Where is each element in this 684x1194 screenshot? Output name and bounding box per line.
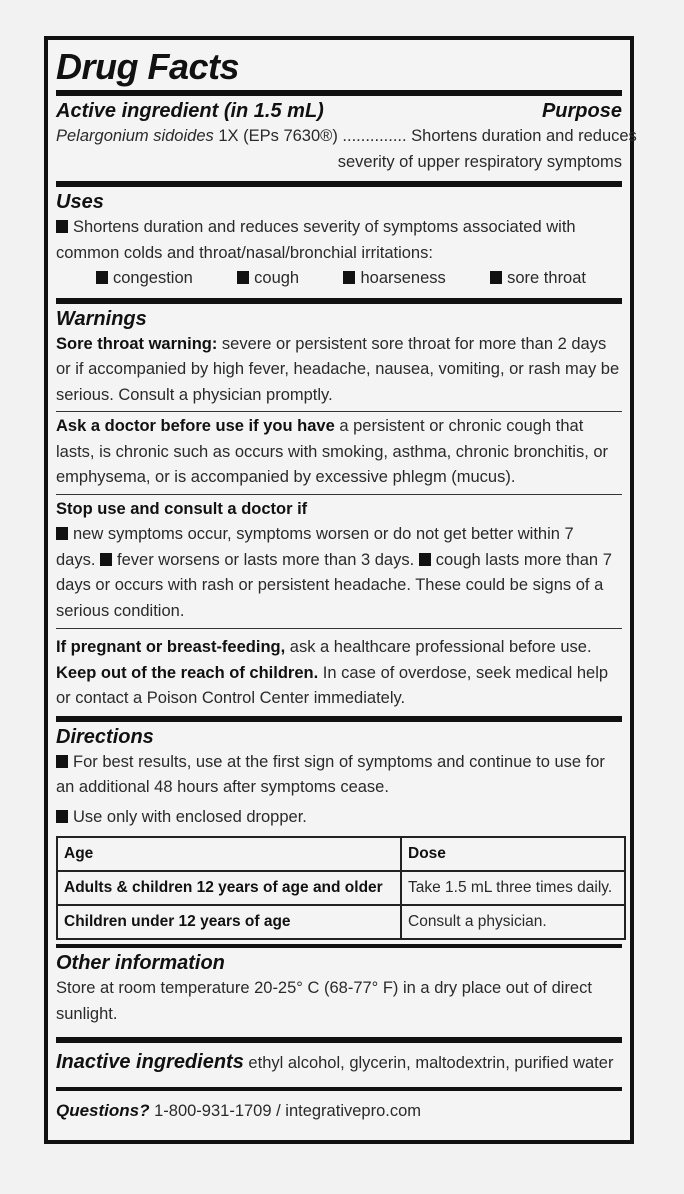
uses-section (56, 187, 622, 292)
table-row (57, 871, 625, 905)
uses-heading: Uses (56, 191, 104, 213)
questions-contact: 1-800-931-1709 / integrativepro.com (149, 1101, 422, 1120)
table-row (57, 905, 625, 939)
drug-facts-panel (44, 36, 637, 1144)
directions-section (56, 722, 622, 941)
table-cell-age: Children under 12 years of age (57, 905, 401, 939)
other-info-text: sunlight. (56, 1004, 118, 1023)
directions-text: an additional 48 hours after symptoms cease. (56, 778, 389, 796)
directions-text: Use only with enclosed dropper. (73, 807, 307, 826)
list-item: congestion (96, 266, 193, 292)
warnings-section (56, 304, 622, 409)
ask-doctor-label: Ask a doctor before use if you have (56, 417, 335, 435)
uses-text: Shortens duration and reduces severity of symptoms associated with (73, 218, 576, 236)
table-header-age: Age (57, 837, 401, 871)
questions-label: Questions? (56, 1100, 150, 1120)
sore-throat-text: severe or persistent sore throat for more than 2 days (217, 334, 607, 353)
table-header-row (57, 837, 625, 871)
uses-list (56, 266, 622, 292)
bullet-square-icon (237, 271, 249, 284)
bullet-square-icon (419, 553, 431, 566)
stop-use-text: serious condition. (56, 601, 185, 620)
keep-out-label: Keep out of the reach of children. (56, 663, 319, 682)
table-cell-age: Adults & children 12 years of age and older (57, 871, 401, 905)
questions-section (56, 1091, 622, 1125)
keep-out-text: or contact a Poison Control Center immediately. (56, 689, 406, 707)
stop-use-text: new symptoms occur, symptoms worsen or do not get better within 7 (73, 525, 574, 543)
table-cell-dose: Consult a physician. (401, 905, 625, 939)
sore-throat-label: Sore throat warning: (56, 334, 218, 353)
stop-use-text: fever worsens or lasts more than 3 days. (117, 550, 415, 569)
other-info-text: Store at room temperature 20-25° C (68-77° F) in a dry place out of direct (56, 979, 592, 997)
bullet-square-icon (490, 271, 502, 284)
active-ingredient-section (56, 96, 637, 175)
panel-title: Drug Facts (56, 46, 240, 87)
directions-text: For best results, use at the first sign of symptoms and continue to use for (73, 752, 605, 771)
bullet-square-icon (56, 220, 68, 233)
bullet-square-icon (56, 527, 68, 540)
inactive-text: ethyl alcohol, glycerin, maltodextrin, purified water (243, 1054, 614, 1072)
list-item: cough (237, 266, 299, 292)
list-item: sore throat (490, 266, 586, 292)
bullet-square-icon (100, 553, 112, 566)
active-ingredient-heading: Active ingredient (in 1.5 mL) (56, 100, 324, 122)
sore-throat-text: or if accompanied by high fever, headache, nausea, vomiting, or rash may be (56, 360, 620, 378)
sore-throat-text: serious. Consult a physician promptly. (56, 385, 333, 404)
pregnant-section (56, 629, 622, 712)
ask-doctor-section (56, 412, 622, 491)
stop-use-text: days. (56, 550, 96, 569)
uses-text-continued: common colds and throat/nasal/bronchial irritations: (56, 243, 433, 262)
bullet-square-icon (56, 755, 68, 768)
other-info-heading: Other information (56, 952, 225, 974)
bullet-square-icon (96, 271, 108, 284)
other-info-section (56, 948, 622, 1027)
table-header-dose: Dose (401, 837, 625, 871)
pregnant-label: If pregnant or breast-feeding, (56, 638, 286, 656)
warnings-heading: Warnings (56, 307, 147, 330)
stop-use-text: cough lasts more than 7 (435, 550, 612, 569)
table-cell-dose: Take 1.5 mL three times daily. (401, 871, 625, 905)
purpose-heading: Purpose (541, 100, 622, 122)
keep-out-text: In case of overdose, seek medical help (318, 663, 609, 682)
ingredient-detail: 1X (EPs 7630®) .............. Shortens duration and reduces (213, 127, 637, 145)
ask-doctor-text: emphysema, or is accompanied by excessive phlegm (mucus). (56, 468, 516, 486)
stop-use-text: days or occurs with rash or persistent headache. These could be signs of a (56, 576, 604, 594)
bullet-square-icon (343, 271, 355, 284)
ask-doctor-text: a persistent or chronic cough that (334, 417, 584, 435)
bullet-square-icon (56, 810, 68, 823)
purpose-line: severity of upper respiratory symptoms (337, 152, 622, 171)
ingredient-name: Pelargonium sidoides (56, 127, 214, 145)
directions-heading: Directions (56, 725, 154, 748)
pregnant-text: ask a healthcare professional before use. (285, 638, 592, 656)
stop-use-section (56, 495, 622, 625)
ask-doctor-text: lasts, is chronic such as occurs with smoking, asthma, chronic bronchitis, or (56, 442, 609, 461)
inactive-heading: Inactive ingredients (56, 1051, 244, 1073)
stop-use-label: Stop use and consult a doctor if (56, 499, 308, 518)
dosage-table (56, 836, 626, 940)
list-item: hoarseness (343, 266, 445, 292)
inactive-section (56, 1043, 622, 1081)
